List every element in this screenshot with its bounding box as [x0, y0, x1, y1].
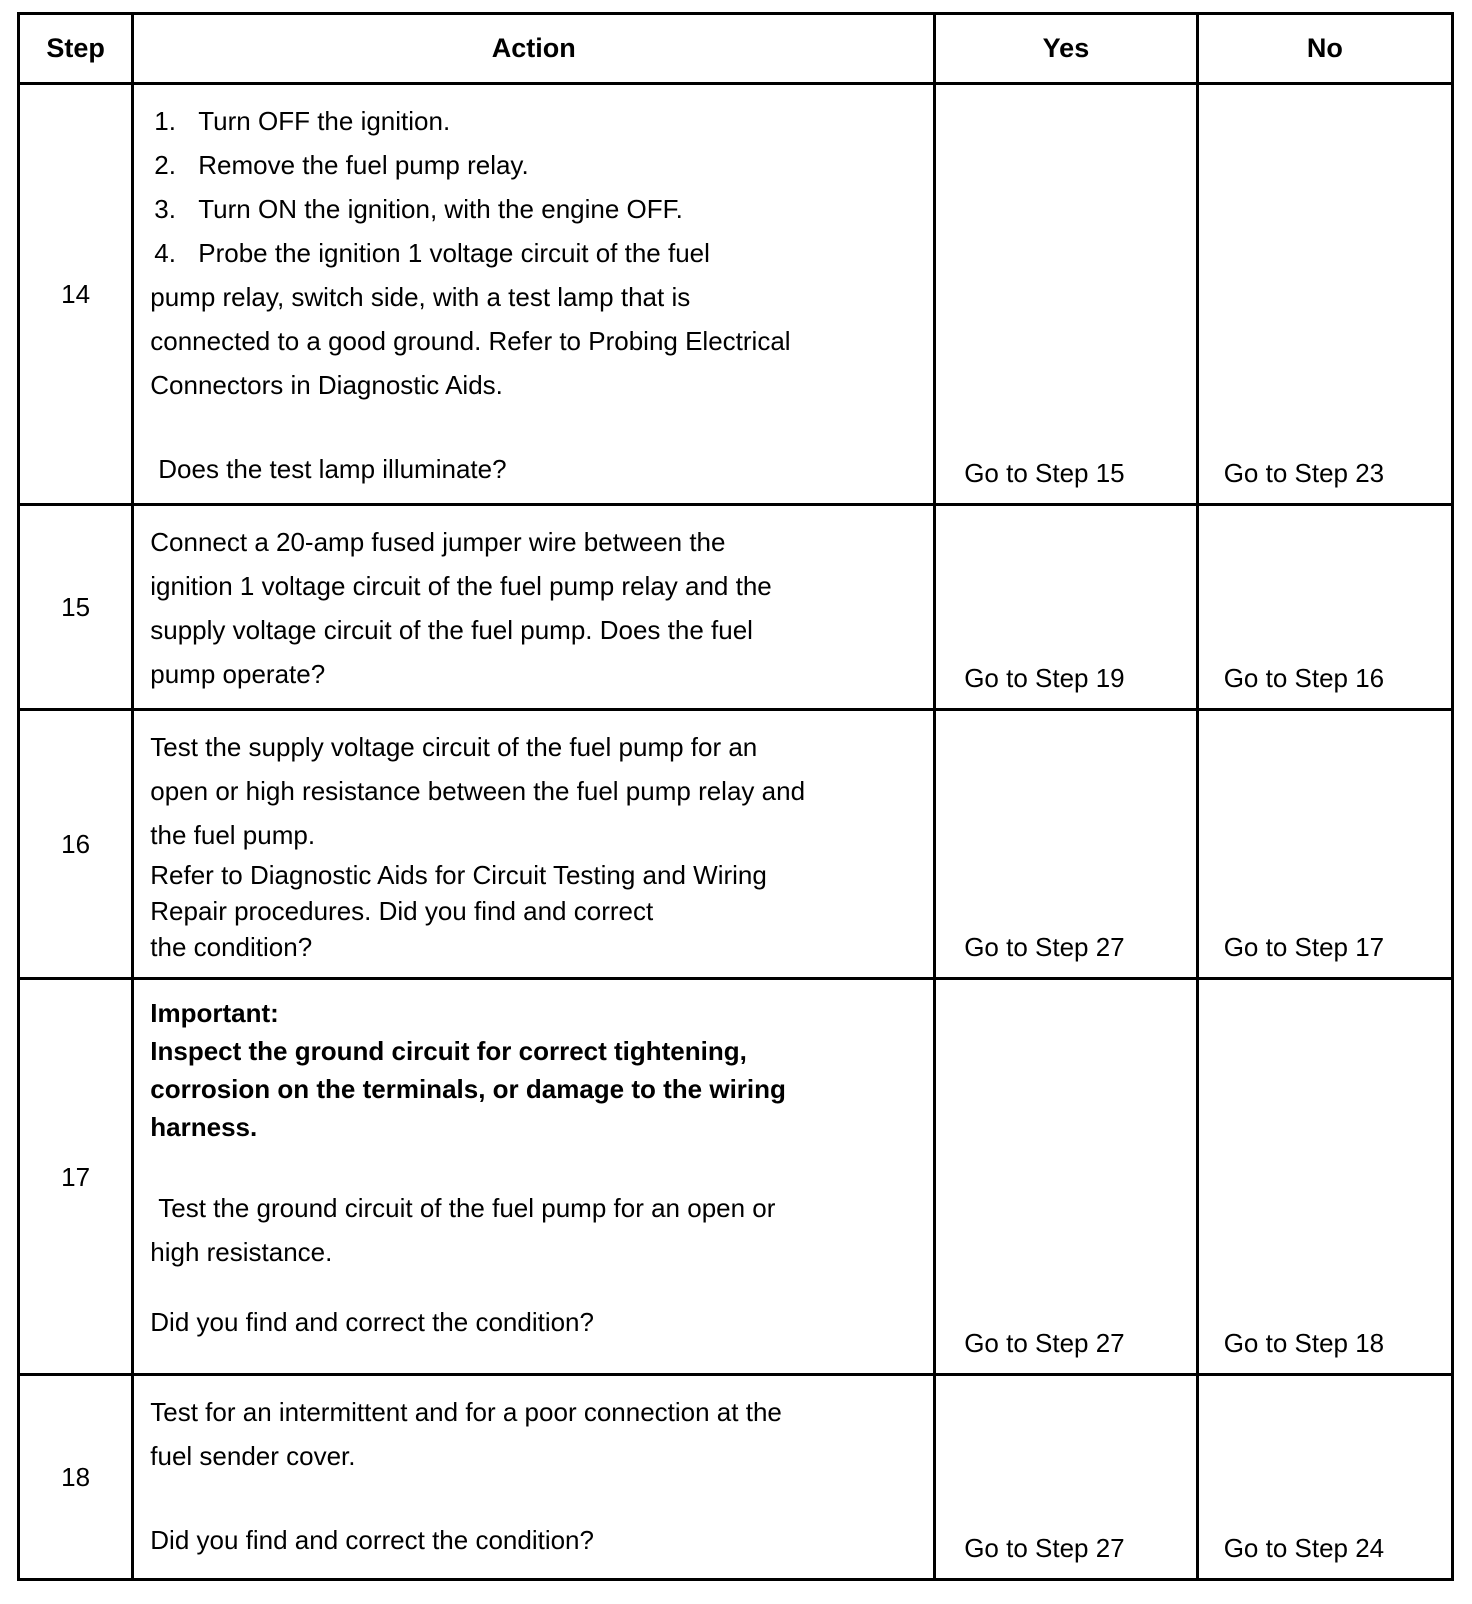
table-row — [19, 505, 1453, 710]
important-text: corrosion on the terminals, or damage to the wiring — [150, 1074, 786, 1104]
action-line: open or high resistance between the fuel pump relay and — [150, 776, 806, 806]
step-number: 15 — [19, 505, 133, 710]
yes-result: Go to Step 27 — [935, 710, 1198, 979]
action-list-item — [150, 231, 917, 275]
action-line: Refer to Diagnostic Aids for Circuit Testing and Wiring — [150, 860, 767, 890]
yes-result: Go to Step 19 — [935, 505, 1198, 710]
yes-result: Go to Step 15 — [935, 84, 1198, 505]
spacer — [150, 1274, 917, 1300]
spacer — [150, 1478, 917, 1518]
table-row — [19, 710, 1453, 979]
action-line: Connectors in Diagnostic Aids. — [150, 370, 503, 400]
action-line: high resistance. — [150, 1237, 333, 1267]
spacer — [150, 1146, 917, 1186]
action-line: the condition? — [150, 932, 313, 962]
step-number: 16 — [19, 710, 133, 979]
action-cell — [133, 979, 935, 1375]
item-text: Remove the fuel pump relay. — [198, 150, 529, 180]
action-line: supply voltage circuit of the fuel pump. Does the fuel — [150, 615, 753, 645]
action-question: Does the test lamp illuminate? — [158, 454, 507, 484]
no-result: Go to Step 24 — [1197, 1375, 1452, 1580]
header-step: Step — [19, 14, 133, 84]
action-line: connected to a good ground. Refer to Probing Electrical — [150, 326, 791, 356]
item-text: Turn OFF the ignition. — [198, 106, 451, 136]
action-line: ignition 1 voltage circuit of the fuel pump relay and the — [150, 571, 772, 601]
action-list-item — [150, 187, 917, 231]
table-row — [19, 979, 1453, 1375]
action-cell — [133, 505, 935, 710]
table-row — [19, 84, 1453, 505]
yes-result: Go to Step 27 — [935, 1375, 1198, 1580]
important-text: Inspect the ground circuit for correct tightening, — [150, 1036, 747, 1066]
item-text: Turn ON the ignition, with the engine OFF. — [198, 194, 683, 224]
diagnostic-table — [17, 12, 1454, 1581]
item-number: 4. — [154, 238, 176, 268]
header-no: No — [1197, 14, 1452, 84]
table-header-row — [19, 14, 1453, 84]
step-number: 18 — [19, 1375, 133, 1580]
action-line: pump relay, switch side, with a test lamp that is — [150, 282, 691, 312]
important-text: harness. — [150, 1112, 258, 1142]
item-number: 3. — [154, 194, 176, 224]
no-result: Go to Step 16 — [1197, 505, 1452, 710]
action-line: Test the ground circuit of the fuel pump for an open or — [158, 1193, 776, 1223]
step-number: 17 — [19, 979, 133, 1375]
action-line: pump operate? — [150, 659, 326, 689]
action-line: Connect a 20-amp fused jumper wire between the — [150, 527, 726, 557]
table-row — [19, 1375, 1453, 1580]
action-line: Test the supply voltage circuit of the fuel pump for an — [150, 732, 758, 762]
step-number: 14 — [19, 84, 133, 505]
action-line: Test for an intermittent and for a poor connection at the — [150, 1397, 782, 1427]
action-question: Did you find and correct the condition? — [150, 1525, 594, 1555]
no-result: Go to Step 23 — [1197, 84, 1452, 505]
action-list-item — [150, 143, 917, 187]
header-yes: Yes — [935, 14, 1198, 84]
action-question: Did you find and correct the condition? — [150, 1307, 594, 1337]
item-number: 1. — [154, 106, 176, 136]
action-cell — [133, 1375, 935, 1580]
yes-result: Go to Step 27 — [935, 979, 1198, 1375]
item-text: Probe the ignition 1 voltage circuit of the fuel — [198, 238, 710, 268]
important-label: Important: — [150, 998, 279, 1028]
header-action: Action — [133, 14, 935, 84]
no-result: Go to Step 18 — [1197, 979, 1452, 1375]
item-number: 2. — [154, 150, 176, 180]
action-line: Repair procedures. Did you find and correct — [150, 896, 654, 926]
action-line: the fuel pump. — [150, 820, 316, 850]
no-result: Go to Step 17 — [1197, 710, 1452, 979]
spacer — [150, 407, 917, 447]
action-cell — [133, 710, 935, 979]
action-cell — [133, 84, 935, 505]
action-line: fuel sender cover. — [150, 1441, 356, 1471]
action-list-item — [150, 99, 917, 143]
